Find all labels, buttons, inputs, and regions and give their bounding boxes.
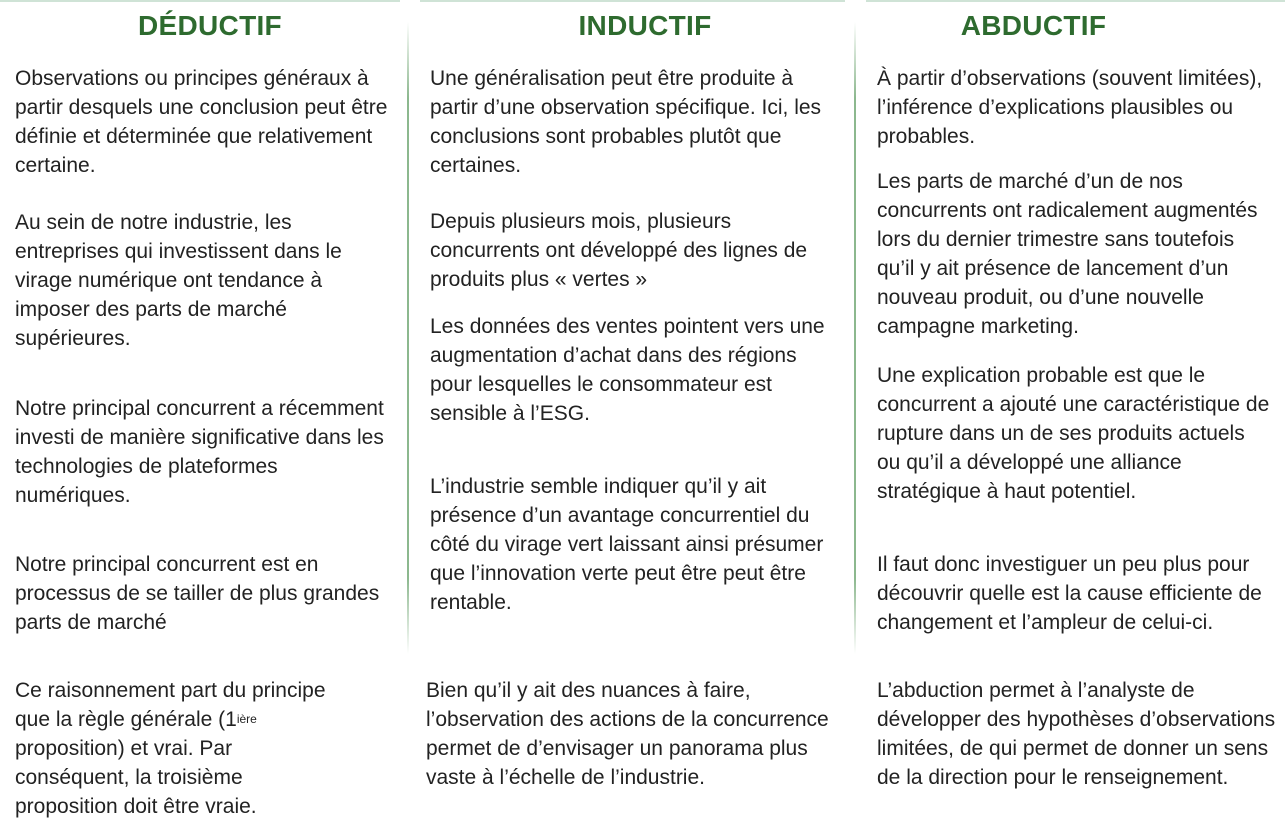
abductif-heading: ABDUCTIF bbox=[960, 10, 1107, 41]
deductif-summary-part-2: proposition) et vrai. Par conséquent, la troisième proposition doit être vraie. bbox=[15, 737, 257, 818]
inductif-heading: INDUCTIF bbox=[578, 10, 712, 41]
top-rule bbox=[0, 0, 400, 2]
deductif-conclusion-statement: Notre principal concurrent est en processus de se tailler de plus grandes parts de marché bbox=[15, 553, 380, 634]
inductif-definition: Une généralisation peut être produite à partir d’une observation spécifique. Ici, les conclusions sont probables plutôt que certaines. bbox=[430, 67, 822, 177]
column-divider bbox=[407, 22, 409, 654]
abductif-hypothesis: Une explication probable est que le concurrent a ajouté une caractéristique de rupture dans un de ses produits actuels ou qu’il a développé une alliance stratégique à haut potentiel. bbox=[877, 364, 1270, 503]
abductif-definition: À partir d’observations (souvent limitées), l’inférence d’explications plausibles ou probables. bbox=[877, 67, 1263, 148]
abductif-observation: Les parts de marché d’un de nos concurrents ont radicalement augmentés lors du dernier trimestre sans toutefois qu’il y ait présence de lancement d’un nouveau produit, ou d’une nouvelle campagne marketing. bbox=[877, 170, 1258, 338]
deductif-summary bbox=[15, 676, 335, 821]
abductif-next-step: Il faut donc investiguer un peu plus pour découvrir quelle est la cause efficiente de changement et l’ampleur de celui-ci. bbox=[877, 553, 1262, 634]
top-rule bbox=[866, 0, 1285, 2]
inductif-generalization: L’industrie semble indiquer qu’il y ait présence d’un avantage concurrentiel du côté du virage vert laissant ainsi présumer que l’innovation verte peut être peut être rentable. bbox=[430, 475, 824, 614]
deductif-summary-part-1: Ce raisonnement part du principe que la règle générale (1 bbox=[15, 679, 326, 731]
column-divider bbox=[854, 22, 856, 654]
deductif-definition: Observations ou principes généraux à partir desquels une conclusion peut être définie et déterminée que relativement certaine. bbox=[15, 67, 388, 177]
abductif-summary: L’abduction permet à l’analyste de développer des hypothèses d’observations limitées, de qui permet de donner un sens de la direction pour le renseignement. bbox=[877, 679, 1276, 789]
top-rule bbox=[420, 0, 845, 2]
deductif-premise-2: Notre principal concurrent a récemment investi de manière significative dans les technologies de plateformes numériques. bbox=[15, 397, 384, 507]
inductif-observation-2: Les données des ventes pointent vers une augmentation d’achat dans des régions pour lesquelles le consommateur est sensible à l’ESG. bbox=[430, 315, 825, 425]
ordinal-superscript: ière bbox=[236, 712, 257, 726]
inductif-summary: Bien qu’il y ait des nuances à faire, l’observation des actions de la concurrence permet de d’envisager un panorama plus vaste à l’échelle de l’industrie. bbox=[426, 679, 829, 789]
inductif-observation-1: Depuis plusieurs mois, plusieurs concurrents ont développé des lignes de produits plus « vertes » bbox=[430, 210, 808, 291]
deductif-heading: DÉDUCTIF bbox=[138, 10, 282, 41]
deductif-premise-1: Au sein de notre industrie, les entreprises qui investissent dans le virage numérique ont tendance à imposer des parts de marché supérieures. bbox=[15, 211, 342, 350]
